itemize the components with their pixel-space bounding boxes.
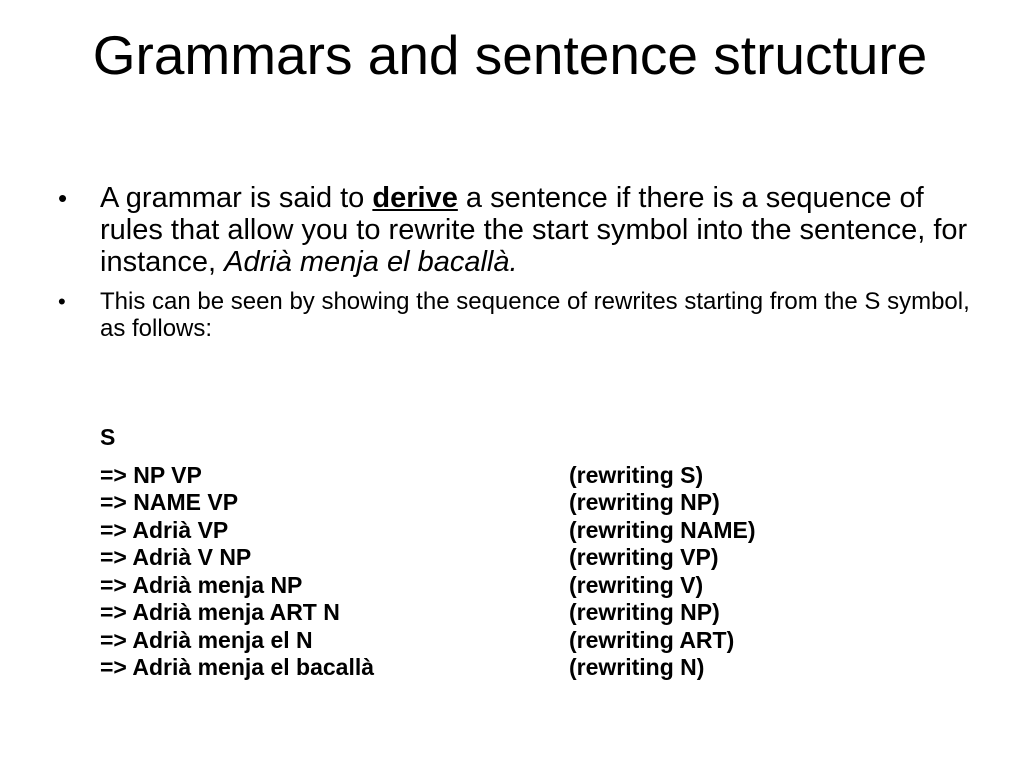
derivation-step: [100, 462, 960, 490]
step-expression: => Adrià menja NP: [100, 571, 303, 598]
step-note: (rewriting VP): [569, 544, 719, 570]
step-note: (rewriting N): [569, 654, 705, 680]
bullet-list: [56, 182, 976, 342]
derivation-step: [100, 654, 960, 682]
derivation-step: [100, 599, 960, 627]
derivation-step: [100, 572, 960, 600]
example-sentence: Adrià menja el bacallà.: [224, 246, 518, 278]
step-expression: => Adrià menja ART N: [100, 599, 340, 625]
step-expression: => Adrià VP: [100, 516, 229, 543]
derivation-block: [100, 424, 960, 682]
step-note: (rewriting ART): [569, 626, 735, 653]
step-note: (rewriting NP): [569, 599, 720, 625]
derivation-step: [100, 517, 960, 545]
step-expression: => NAME VP: [100, 489, 239, 515]
start-symbol: S: [100, 424, 116, 450]
step-expression: => NP VP: [100, 461, 202, 488]
step-expression: => Adrià menja el N: [100, 626, 313, 653]
step-note: (rewriting NAME): [569, 516, 756, 543]
bullet-derive-definition: [56, 182, 976, 278]
derivation-step: [100, 544, 960, 572]
step-expression: => Adrià V NP: [100, 544, 252, 570]
derivation-step: [100, 489, 960, 517]
step-note: (rewriting NP): [569, 489, 720, 515]
step-note: (rewriting V): [569, 571, 704, 598]
step-expression: => Adrià menja el bacallà: [100, 654, 375, 680]
bullet-text-before: A grammar is said to: [100, 182, 373, 214]
bullet-rewrite-sequence: • This can be seen by showing the sequence of rewrites starting from the S symbol, as follows:: [56, 288, 976, 342]
derive-emphasis: derive: [372, 182, 458, 214]
derivation-step: [100, 627, 960, 655]
bullet-text-after: a sentence if there is a sequence of rules that allow you to rewrite the start symbol into the sentence, for instance,: [100, 182, 968, 278]
slide-title: Grammars and sentence structure: [92, 24, 928, 86]
step-note: (rewriting S): [569, 461, 704, 488]
